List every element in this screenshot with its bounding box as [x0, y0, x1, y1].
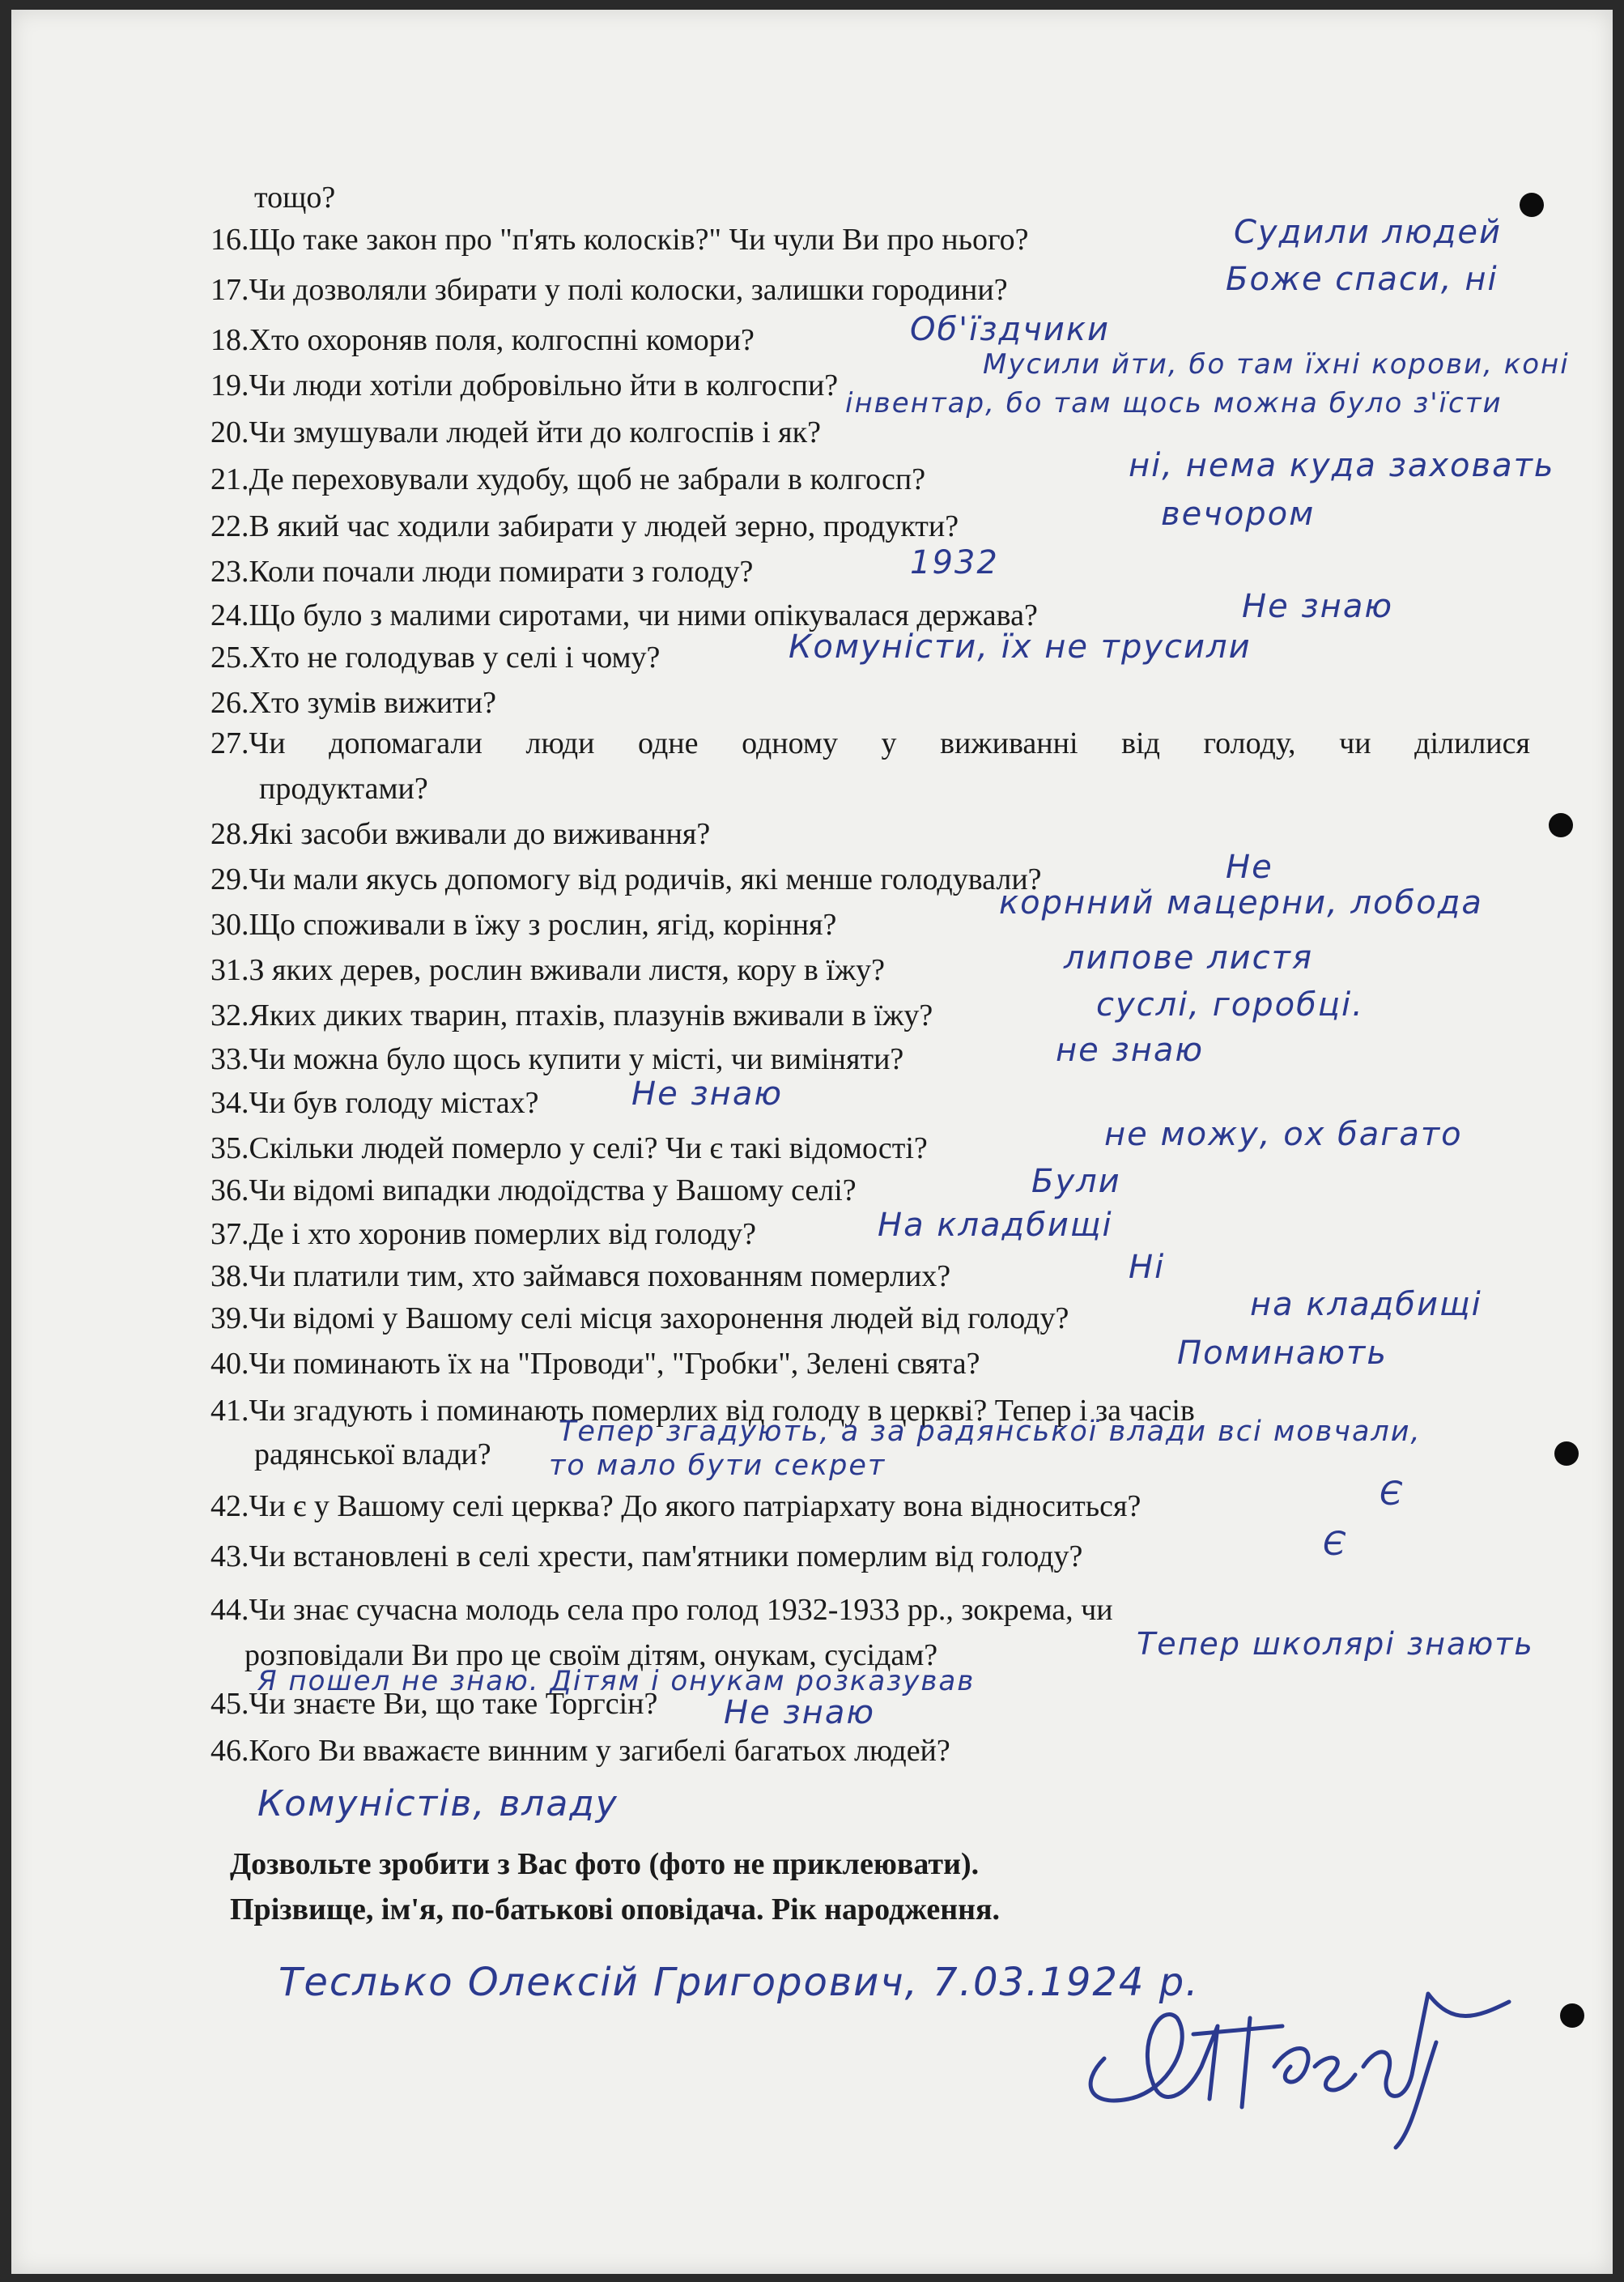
punch-hole-top — [1520, 193, 1544, 217]
question-38: 38.Чи платили тим, хто займався похованням померлих? — [210, 1259, 951, 1293]
question-33: 33.Чи можна було щось купити у місті, чи виміняти? — [210, 1042, 904, 1076]
question-19: 19.Чи люди хотіли добровільно йти в колгоспи? — [210, 368, 839, 402]
question-21: 21.Де переховували худобу, щоб не забрали в колгосп? — [210, 462, 926, 496]
answer-45: Не знаю — [724, 1694, 876, 1731]
answer-38: Ні — [1129, 1249, 1166, 1286]
answer-40: Поминають — [1177, 1335, 1388, 1372]
question-41: 41.Чи згадують і поминають померлих від голоду в церкві? Тепер і за часів — [210, 1394, 1195, 1428]
question-41-continued: радянської влади? — [254, 1437, 491, 1471]
narrator-answer: Теслько Олексій Григорович, 7.03.1924 р. — [278, 1960, 1200, 2005]
answer-21: ні, нема куда заховать — [1129, 447, 1555, 484]
answer-43: Є — [1323, 1526, 1347, 1563]
question-32: 32.Яких диких тварин, птахів, плазунів вживали в їжу? — [210, 998, 933, 1032]
answer-41: Тепер згадують, а за радянської влади всі мовчали, — [559, 1416, 1422, 1448]
answer-35: не можу, ох багато — [1104, 1116, 1463, 1153]
question-35: 35.Скільки людей померло у селі? Чи є такі відомості? — [210, 1131, 928, 1165]
question-44: 44.Чи знає сучасна молодь села про голод 1932-1933 рр., зокрема, чи — [210, 1593, 1113, 1627]
punch-hole-bottom — [1560, 2003, 1584, 2028]
answer-25: Комуністи, їх не трусили — [789, 628, 1252, 666]
answer-46: Комуністів, владу — [257, 1783, 619, 1824]
question-42: 42.Чи є у Вашому селі церква? До якого патріархату вона відноситься? — [210, 1489, 1141, 1523]
answer-17: Боже спаси, ні — [1226, 261, 1499, 298]
question-22: 22.В який час ходили забирати у людей зерно, продукти? — [210, 509, 959, 543]
question-31: 31.З яких дерев, рослин вживали листя, кору в їжу? — [210, 953, 886, 987]
photo-request: Дозвольте зробити з Вас фото (фото не приклеювати). — [230, 1847, 980, 1881]
question-24: 24.Що було з малими сиротами, чи ними опікувалася держава? — [210, 598, 1038, 632]
answer-39: на кладбищі — [1250, 1286, 1482, 1323]
question-28: 28.Які засоби вживали до виживання? — [210, 817, 711, 851]
question-37: 37.Де і хто хоронив померлих від голоду? — [210, 1217, 756, 1251]
question-30: 30.Що споживали в їжу з рослин, ягід, коріння? — [210, 908, 837, 942]
question-17: 17.Чи дозволяли збирати у полі колоски, залишки городини? — [210, 273, 1008, 307]
answer-36: Були — [1031, 1163, 1121, 1200]
question-44-continued: розповідали Ви про це своїм дітям, онукам, сусідам? — [244, 1638, 938, 1672]
question-20: 20.Чи змушували людей йти до колгоспів і як? — [210, 415, 821, 449]
questionnaire-page — [11, 10, 1613, 2274]
answer-16: Судили людей — [1234, 214, 1503, 251]
question-23: 23.Коли почали люди помирати з голоду? — [210, 555, 754, 589]
question-16: 16.Що таке закон про "п'ять колосків?" Чи чули Ви про нього? — [210, 223, 1029, 257]
answer-23: 1932 — [910, 544, 999, 581]
answer-32: суслі, горобці. — [1096, 986, 1364, 1024]
signature — [1072, 1945, 1525, 2156]
answer-20: інвентар, бо там щось можна було з'їсти — [845, 387, 1503, 419]
question-45: 45.Чи знаєте Ви, що таке Торгсін? — [210, 1687, 658, 1721]
question-40: 40.Чи поминають їх на "Проводи", "Гробки", Зелені свята? — [210, 1347, 980, 1381]
question-26: 26.Хто зумів вижити? — [210, 686, 496, 720]
answer-42: Є — [1380, 1475, 1404, 1513]
answer-30: корнний мацерни, лобода — [999, 884, 1483, 922]
carryover-text: тощо? — [254, 181, 336, 215]
punch-hole-lower — [1554, 1441, 1579, 1466]
answer-37: На кладбищі — [878, 1207, 1113, 1244]
question-27-continued: продуктами? — [259, 772, 428, 806]
question-43: 43.Чи встановлені в селі хрести, пам'ятники померлим від голоду? — [210, 1539, 1083, 1573]
narrator-request: Прізвище, ім'я, по-батькові оповідача. Рік народження. — [230, 1892, 1001, 1927]
question-46: 46.Кого Ви вважаєте винним у загибелі багатьох людей? — [210, 1734, 950, 1768]
answer-41-continued: то мало бути секрет — [549, 1450, 886, 1482]
answer-24: Не знаю — [1242, 588, 1394, 625]
question-39: 39.Чи відомі у Вашому селі місця захоронення людей від голоду? — [210, 1301, 1069, 1335]
answer-44: Тепер школярі знають — [1137, 1626, 1534, 1662]
question-18: 18.Хто охороняв поля, колгоспні комори? — [210, 323, 755, 357]
answer-31: липове листя — [1064, 939, 1314, 977]
question-29: 29.Чи мали якусь допомогу від родичів, які менше голодували? — [210, 862, 1042, 896]
question-34: 34.Чи був голоду містах? — [210, 1086, 539, 1120]
question-36: 36.Чи відомі випадки людоїдства у Вашому селі? — [210, 1173, 857, 1207]
answer-33: не знаю — [1056, 1032, 1205, 1069]
answer-22: вечором — [1161, 496, 1316, 533]
answer-29: Не — [1226, 849, 1273, 886]
answer-34: Не знаю — [631, 1075, 784, 1113]
question-25: 25.Хто не голодував у селі і чому? — [210, 641, 661, 675]
answer-19: Мусили йти, бо там їхні корови, коні — [983, 348, 1570, 381]
answer-44-continued: Я пошел не знаю. Дітям і онукам розказував — [257, 1665, 976, 1697]
answer-18: Об'їздчики — [910, 311, 1110, 348]
question-27: 27.Чи допомагали люди одне одному у виживанні від голоду, чи ділилися — [210, 726, 1530, 760]
